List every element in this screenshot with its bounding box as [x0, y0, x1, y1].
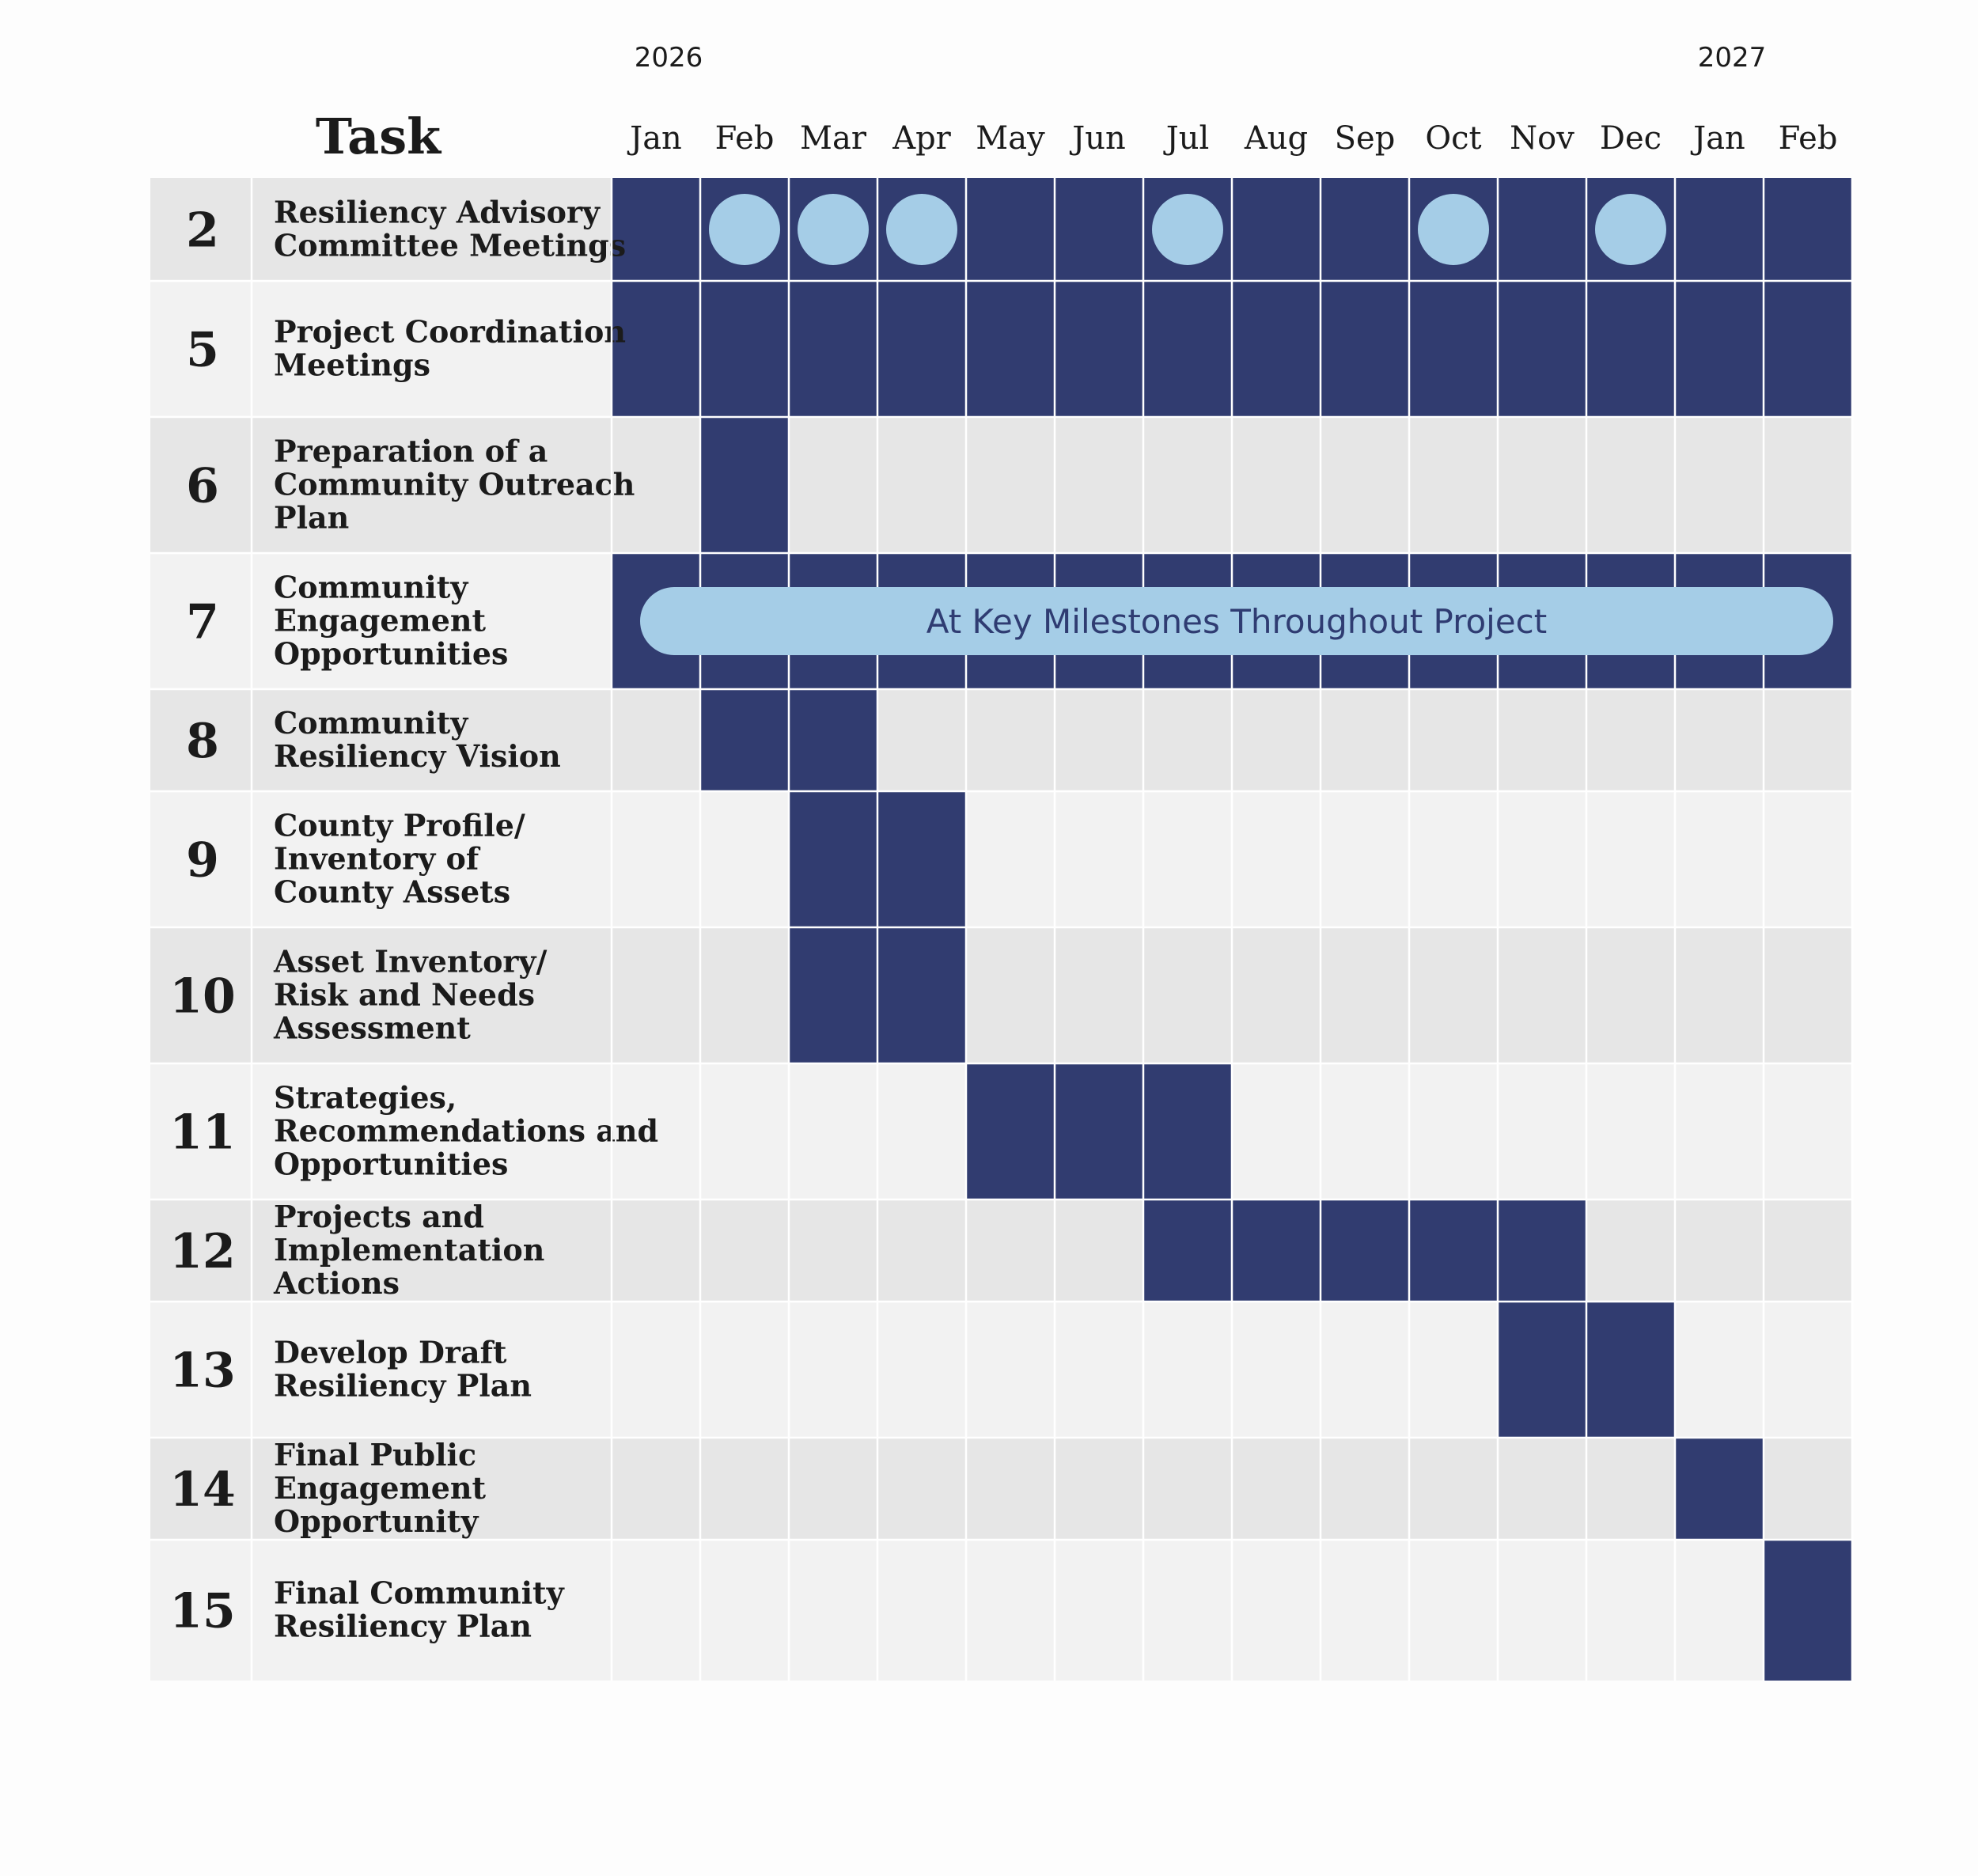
task-label-line: Preparation of a: [274, 433, 548, 469]
task-number: 11: [169, 1105, 236, 1161]
empty-month-cell: [1143, 927, 1232, 1063]
active-month-cell: [1675, 1438, 1764, 1540]
milestone-marker: [1595, 194, 1666, 265]
empty-month-cell: [612, 689, 700, 791]
task-label: [274, 1335, 532, 1404]
empty-month-cell: [1764, 1302, 1852, 1438]
empty-month-cell: [1321, 1302, 1409, 1438]
active-month-cell: [1143, 1200, 1232, 1302]
empty-month-cell: [1409, 1438, 1498, 1540]
empty-month-cell: [1675, 927, 1764, 1063]
task-label-line: Meetings: [274, 347, 430, 383]
active-month-cell: [700, 689, 789, 791]
empty-month-cell: [1055, 927, 1143, 1063]
empty-month-cell: [1055, 689, 1143, 791]
task-row: [150, 1199, 1852, 1302]
task-number: 10: [169, 968, 236, 1025]
task-label: [274, 1575, 565, 1644]
month-label: Dec: [1599, 120, 1662, 157]
empty-month-cell: [1321, 1540, 1409, 1681]
task-label-line: Inventory of: [274, 840, 479, 877]
empty-month-cell: [1498, 1540, 1586, 1681]
empty-month-cell: [1764, 417, 1852, 553]
task-number: 7: [186, 594, 219, 650]
active-month-cell: [789, 791, 877, 927]
task-row: [150, 927, 1852, 1063]
task-label-line: Implementation: [274, 1232, 545, 1268]
active-month-cell: [1675, 178, 1764, 281]
task-label-line: Project Coordination: [274, 313, 626, 350]
milestone-marker: [709, 194, 780, 265]
empty-month-cell: [700, 1302, 789, 1438]
milestone-marker: [1418, 194, 1489, 265]
active-month-cell: [1764, 1540, 1852, 1681]
empty-month-cell: [1055, 1200, 1143, 1302]
empty-month-cell: [877, 1063, 966, 1200]
empty-month-cell: [1232, 1063, 1321, 1200]
active-month-cell: [1409, 281, 1498, 417]
empty-month-cell: [966, 1438, 1055, 1540]
task-label-line: Engagement: [274, 1470, 487, 1506]
active-month-cell: [877, 791, 966, 927]
active-month-cell: [1498, 1302, 1586, 1438]
empty-month-cell: [1764, 1438, 1852, 1540]
task-label-line: Community: [274, 569, 468, 605]
active-month-cell: [1675, 281, 1764, 417]
active-month-cell: [789, 927, 877, 1063]
empty-month-cell: [1232, 927, 1321, 1063]
task-label-line: Asset Inventory/: [274, 943, 548, 980]
task-label-line: Projects and: [274, 1199, 484, 1235]
empty-month-cell: [612, 927, 700, 1063]
month-label: Apr: [892, 120, 951, 157]
active-month-cell: [1764, 281, 1852, 417]
month-label: Sep: [1334, 120, 1396, 157]
empty-month-cell: [612, 1540, 700, 1681]
task-label-line: Committee Meetings: [274, 227, 627, 263]
empty-month-cell: [1143, 1540, 1232, 1681]
task-number: 15: [169, 1583, 236, 1639]
month-label: Jan: [630, 120, 682, 157]
year-label-2026: 2026: [634, 42, 703, 74]
empty-month-cell: [1675, 417, 1764, 553]
empty-month-cell: [1498, 791, 1586, 927]
empty-month-cell: [1055, 1540, 1143, 1681]
task-label-line: Community: [274, 705, 468, 741]
milestone-marker: [886, 194, 957, 265]
empty-month-cell: [1232, 1438, 1321, 1540]
active-month-cell: [966, 1063, 1055, 1200]
empty-month-cell: [1143, 417, 1232, 553]
task-number: 5: [186, 322, 219, 378]
empty-month-cell: [1764, 927, 1852, 1063]
empty-month-cell: [700, 1438, 789, 1540]
empty-month-cell: [700, 1063, 789, 1200]
empty-month-cell: [1586, 791, 1675, 927]
active-month-cell: [1321, 1200, 1409, 1302]
active-month-cell: [1764, 178, 1852, 281]
task-label-line: Plan: [274, 499, 350, 536]
task-label-line: County Profile/: [274, 807, 525, 843]
active-month-cell: [1586, 281, 1675, 417]
empty-month-cell: [789, 417, 877, 553]
empty-month-cell: [1498, 689, 1586, 791]
task-label-line: Resiliency Plan: [274, 1608, 532, 1644]
active-month-cell: [1232, 1200, 1321, 1302]
active-month-cell: [1321, 178, 1409, 281]
task-label: [274, 195, 626, 263]
task-number: 6: [186, 458, 219, 514]
empty-month-cell: [1586, 1063, 1675, 1200]
empty-month-cell: [789, 1438, 877, 1540]
task-label-line: Community Outreach: [274, 466, 635, 502]
empty-month-cell: [1321, 417, 1409, 553]
empty-month-cell: [1586, 689, 1675, 791]
active-month-cell: [700, 281, 789, 417]
task-number: 8: [186, 714, 219, 770]
empty-month-cell: [1321, 791, 1409, 927]
task-number: 9: [186, 832, 219, 889]
task-label-line: Assessment: [274, 1010, 471, 1046]
task-row: [150, 689, 1852, 791]
task-number: 14: [169, 1462, 236, 1518]
empty-month-cell: [877, 417, 966, 553]
empty-month-cell: [966, 1302, 1055, 1438]
task-row: [150, 1302, 1852, 1438]
empty-month-cell: [1143, 689, 1232, 791]
month-label: Mar: [800, 120, 866, 157]
task-label-line: Resiliency Plan: [274, 1367, 532, 1404]
empty-month-cell: [1675, 791, 1764, 927]
task-label-line: Opportunities: [274, 635, 509, 672]
empty-month-cell: [1764, 791, 1852, 927]
empty-month-cell: [1232, 689, 1321, 791]
empty-month-cell: [1586, 1438, 1675, 1540]
empty-month-cell: [966, 1540, 1055, 1681]
empty-month-cell: [700, 927, 789, 1063]
milestone-marker: [798, 194, 869, 265]
task-label-line: Opportunities: [274, 1146, 509, 1182]
empty-month-cell: [1586, 927, 1675, 1063]
empty-month-cell: [1409, 791, 1498, 927]
month-label: Aug: [1244, 120, 1309, 157]
task-label-line: Actions: [274, 1265, 400, 1302]
month-label: Jun: [1072, 120, 1126, 157]
empty-month-cell: [1675, 1302, 1764, 1438]
empty-month-cell: [966, 689, 1055, 791]
empty-month-cell: [1409, 1540, 1498, 1681]
task-label-line: Resiliency Advisory: [274, 194, 601, 230]
task-number: 13: [169, 1343, 236, 1399]
task-label-line: Recommendations and: [274, 1112, 659, 1149]
empty-month-cell: [1409, 1302, 1498, 1438]
task-row: [150, 791, 1852, 927]
empty-month-cell: [1675, 1063, 1764, 1200]
milestone-marker: [1152, 194, 1223, 265]
active-month-cell: [1143, 281, 1232, 417]
active-month-cell: [789, 281, 877, 417]
month-label: Oct: [1425, 120, 1482, 157]
task-label-line: Strategies,: [274, 1079, 457, 1116]
task-label-line: Develop Draft: [274, 1334, 507, 1370]
task-label-line: Engagement: [274, 602, 487, 639]
empty-month-cell: [1321, 689, 1409, 791]
empty-month-cell: [1232, 417, 1321, 553]
empty-month-cell: [1498, 1063, 1586, 1200]
empty-month-cell: [612, 791, 700, 927]
empty-month-cell: [1764, 1200, 1852, 1302]
task-number: 2: [186, 203, 219, 259]
empty-month-cell: [789, 1200, 877, 1302]
empty-month-cell: [612, 1438, 700, 1540]
empty-month-cell: [612, 1302, 700, 1438]
task-row: [150, 281, 1852, 417]
empty-month-cell: [1055, 1438, 1143, 1540]
empty-month-cell: [1409, 927, 1498, 1063]
task-row: [150, 1063, 1852, 1200]
empty-month-cell: [1586, 1540, 1675, 1681]
empty-month-cell: [877, 1438, 966, 1540]
empty-month-cell: [1498, 417, 1586, 553]
empty-month-cell: [1675, 1540, 1764, 1681]
empty-month-cell: [877, 1540, 966, 1681]
task-label-line: County Assets: [274, 874, 511, 910]
empty-month-cell: [1232, 1302, 1321, 1438]
active-month-cell: [1232, 281, 1321, 417]
task-label-line: Opportunity: [274, 1503, 479, 1540]
empty-month-cell: [1143, 1302, 1232, 1438]
empty-month-cell: [1055, 417, 1143, 553]
empty-month-cell: [1498, 927, 1586, 1063]
month-label: Feb: [1778, 120, 1838, 157]
active-month-cell: [1232, 178, 1321, 281]
task-column-header: Task: [315, 108, 441, 165]
milestone-banner-text: At Key Milestones Throughout Project: [926, 602, 1548, 641]
empty-month-cell: [1055, 791, 1143, 927]
active-month-cell: [700, 417, 789, 553]
empty-month-cell: [1232, 791, 1321, 927]
task-row: [150, 1437, 1852, 1540]
task-row: [150, 1540, 1852, 1681]
empty-month-cell: [877, 1302, 966, 1438]
empty-month-cell: [612, 1200, 700, 1302]
month-label: Feb: [714, 120, 775, 157]
active-month-cell: [877, 281, 966, 417]
active-month-cell: [1409, 1200, 1498, 1302]
empty-month-cell: [1409, 417, 1498, 553]
empty-month-cell: [1764, 1063, 1852, 1200]
empty-month-cell: [1143, 791, 1232, 927]
task-label: [274, 1437, 487, 1539]
empty-month-cell: [1321, 1063, 1409, 1200]
task-label-line: Final Public: [274, 1437, 477, 1473]
active-month-cell: [1498, 178, 1586, 281]
empty-month-cell: [1143, 1438, 1232, 1540]
empty-month-cell: [877, 1200, 966, 1302]
empty-month-cell: [966, 927, 1055, 1063]
active-month-cell: [1055, 1063, 1143, 1200]
empty-month-cell: [1409, 689, 1498, 791]
empty-month-cell: [700, 791, 789, 927]
active-month-cell: [1055, 281, 1143, 417]
active-month-cell: [1498, 281, 1586, 417]
month-label: Jul: [1165, 120, 1210, 157]
active-month-cell: [1055, 178, 1143, 281]
active-month-cell: [1143, 1063, 1232, 1200]
empty-month-cell: [1586, 1200, 1675, 1302]
empty-month-cell: [877, 689, 966, 791]
empty-month-cell: [966, 417, 1055, 553]
empty-month-cell: [1498, 1438, 1586, 1540]
active-month-cell: [966, 281, 1055, 417]
task-label-line: Risk and Needs: [274, 976, 536, 1013]
active-month-cell: [789, 689, 877, 791]
year-label-2027: 2027: [1697, 42, 1767, 74]
empty-month-cell: [1586, 417, 1675, 553]
task-label-line: Final Community: [274, 1575, 564, 1611]
empty-month-cell: [966, 1200, 1055, 1302]
active-month-cell: [1586, 1302, 1675, 1438]
empty-month-cell: [1409, 1063, 1498, 1200]
active-month-cell: [1321, 281, 1409, 417]
empty-month-cell: [1675, 689, 1764, 791]
month-label: Jan: [1693, 120, 1745, 157]
empty-month-cell: [789, 1302, 877, 1438]
empty-month-cell: [1232, 1540, 1321, 1681]
month-label: Nov: [1510, 120, 1574, 157]
empty-month-cell: [1055, 1302, 1143, 1438]
empty-month-cell: [1321, 1438, 1409, 1540]
empty-month-cell: [789, 1540, 877, 1681]
empty-month-cell: [1321, 927, 1409, 1063]
empty-month-cell: [700, 1200, 789, 1302]
task-label-line: Resiliency Vision: [274, 738, 561, 775]
active-month-cell: [877, 927, 966, 1063]
empty-month-cell: [700, 1540, 789, 1681]
task-row: [150, 417, 1852, 553]
empty-month-cell: [1675, 1200, 1764, 1302]
month-label: May: [976, 120, 1045, 157]
empty-month-cell: [966, 791, 1055, 927]
task-number: 12: [169, 1224, 236, 1280]
empty-month-cell: [1764, 689, 1852, 791]
active-month-cell: [966, 178, 1055, 281]
active-month-cell: [1498, 1200, 1586, 1302]
empty-month-cell: [789, 1063, 877, 1200]
